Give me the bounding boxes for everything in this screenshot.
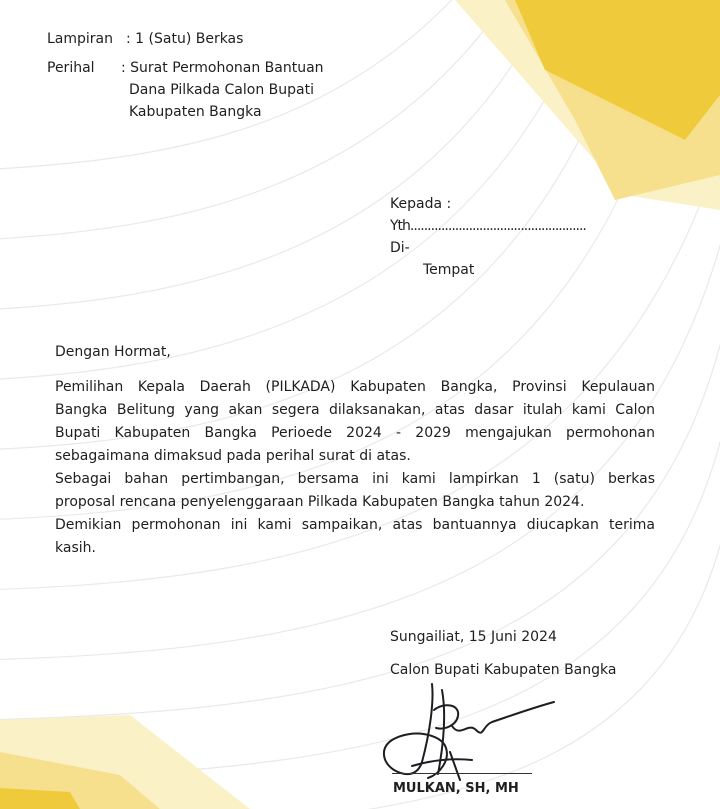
paragraph-line: Sebagai bahan pertimbangan, bersama ini kami lampirkan 1 (satu) berkas bbox=[55, 471, 655, 487]
lampiran-label: Lampiran bbox=[47, 31, 114, 47]
signer-name: MULKAN, SH, MH bbox=[393, 781, 519, 796]
place-date: Sungailiat, 15 Juni 2024 bbox=[390, 629, 557, 645]
perihal-label: Perihal bbox=[47, 60, 95, 76]
paragraph-2 bbox=[55, 468, 655, 514]
paragraph-3 bbox=[55, 514, 655, 560]
paragraph-line: kasih. bbox=[55, 540, 96, 556]
paragraph-line: Demikian permohonan ini kami sampaikan, atas bantuannya diucapkan terima bbox=[55, 517, 655, 533]
paragraph-1 bbox=[55, 376, 655, 468]
perihal-line: : Surat Permohonan Bantuan bbox=[121, 60, 324, 76]
lampiran-value: : 1 (Satu) Berkas bbox=[126, 31, 244, 47]
signer-position: Calon Bupati Kabupaten Bangka bbox=[390, 662, 617, 678]
yth-line: Yth................................................... bbox=[390, 218, 586, 234]
kepada-label: Kepada : bbox=[390, 196, 452, 212]
paragraph-line: sebagaimana dimaksud pada perihal surat di atas. bbox=[55, 448, 411, 464]
greeting: Dengan Hormat, bbox=[55, 344, 171, 360]
di-label: Di- bbox=[390, 240, 410, 256]
paragraph-line: Bupati Kabupaten Bangka Perioede 2024 - 2029 mengajukan permohonan bbox=[55, 425, 655, 441]
tempat-label: Tempat bbox=[423, 262, 475, 278]
paragraph-line: Pemilihan Kepala Daerah (PILKADA) Kabupaten Bangka, Provinsi Kepulauan bbox=[55, 379, 655, 395]
perihal-line: Dana Pilkada Calon Bupati bbox=[129, 82, 314, 98]
signature-line bbox=[392, 773, 532, 774]
perihal-line: Kabupaten Bangka bbox=[129, 104, 262, 120]
paragraph-line: proposal rencana penyelenggaraan Pilkada Kabupaten Bangka tahun 2024. bbox=[55, 494, 585, 510]
paragraph-line: Bangka Belitung yang akan segera dilaksanakan, atas dasar itulah kami Calon bbox=[55, 402, 655, 418]
